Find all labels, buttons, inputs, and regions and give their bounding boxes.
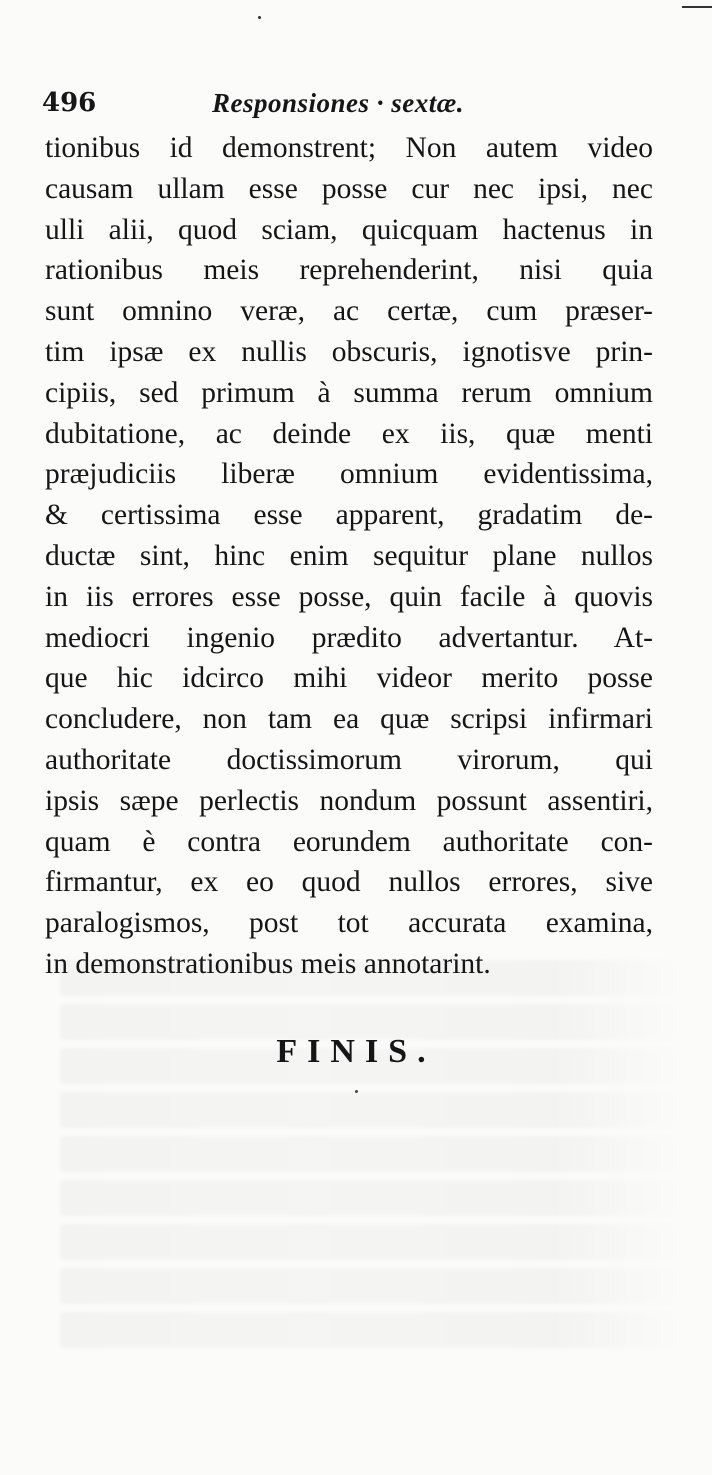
show-through-text	[60, 960, 680, 1380]
text-line: & certissima esse apparent, gradatim de-	[45, 499, 653, 532]
text-line: cipiis, sed primum à summa rerum omnium	[45, 376, 653, 409]
text-line: quam è contra eorundem authoritate con-	[45, 825, 653, 858]
ink-speck	[258, 16, 261, 19]
text-line: in demonstrationibus meis annotarint.	[45, 947, 491, 980]
text-line: authoritate doctissimorum virorum, qui	[45, 743, 653, 776]
text-line: tionibus id demonstrent; Non autem video	[45, 132, 653, 164]
page-edge-mark	[682, 6, 712, 8]
text-line: que hic idcirco mihi videor merito posse	[45, 662, 653, 695]
body-text	[45, 128, 653, 985]
running-head	[42, 85, 642, 121]
text-line: ductæ sint, hinc enim sequitur plane nullos	[45, 539, 653, 572]
text-line: rationibus meis reprehenderint, nisi quia	[45, 254, 653, 287]
ink-speck	[355, 1090, 358, 1093]
text-line: sunt omnino veræ, ac certæ, cum præser-	[45, 295, 653, 328]
text-line: paralogismos, post tot accurata examina,	[45, 907, 653, 940]
text-line: concludere, non tam ea quæ scripsi infirmari	[45, 703, 653, 736]
finis-heading: FINIS.	[276, 1033, 436, 1070]
text-line: tim ipsæ ex nullis obscuris, ignotisve prin-	[45, 335, 653, 368]
text-line: causam ullam esse posse cur nec ipsi, nec	[45, 172, 653, 205]
running-title: Responsiones · sextæ.	[212, 88, 465, 118]
page-number: 496	[42, 88, 97, 118]
text-line: præjudiciis liberæ omnium evidentissima,	[45, 458, 653, 491]
text-line: firmantur, ex eo quod nullos errores, sive	[45, 866, 653, 899]
text-line: dubitatione, ac deinde ex iis, quæ menti	[45, 417, 653, 450]
text-line: ulli alii, quod sciam, quicquam hactenus in	[45, 213, 653, 246]
text-line: ipsis sæpe perlectis nondum possunt assentiri,	[45, 784, 653, 817]
text-line: in iis errores esse posse, quin facile à quovis	[45, 580, 653, 613]
text-line: mediocri ingenio prædito advertantur. At-	[45, 621, 653, 654]
